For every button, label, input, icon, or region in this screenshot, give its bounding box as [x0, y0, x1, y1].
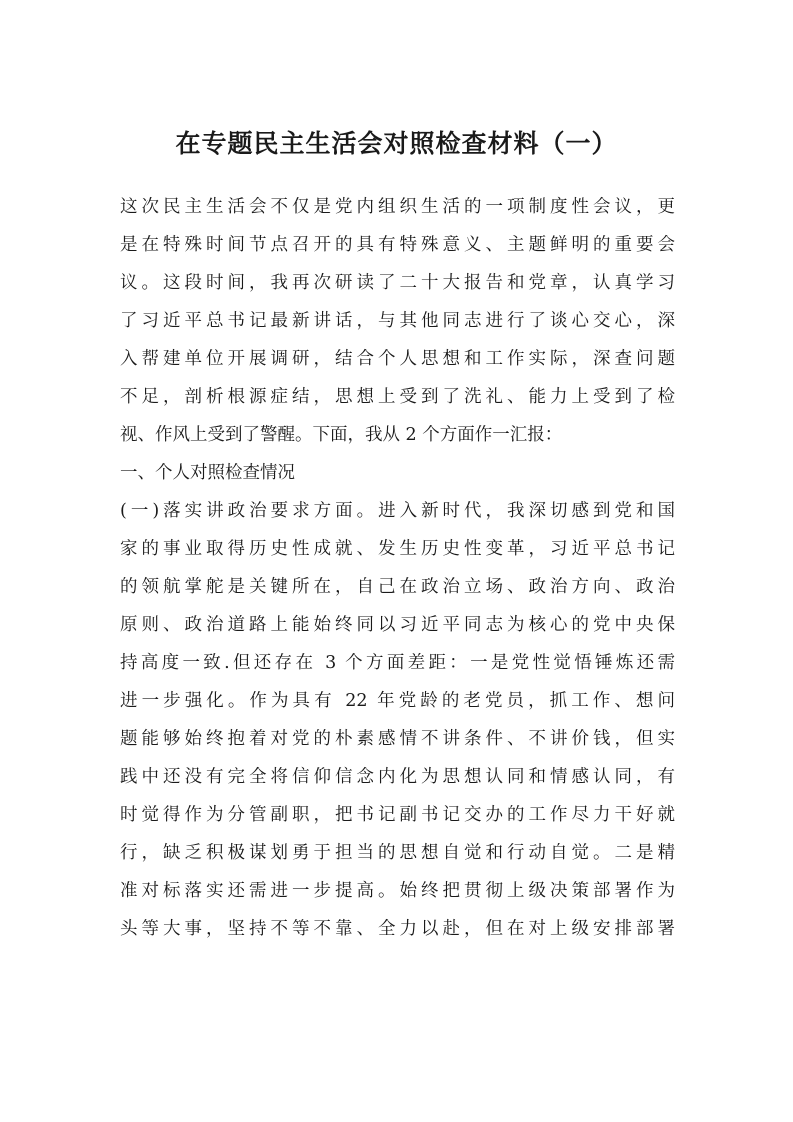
intro-line: 是在特殊时间节点召开的具有特殊意义、主题鲜明的重要会	[120, 235, 675, 255]
section-line: 题能够始终抱着对党的朴素感情不讲条件、不讲价钱，但实	[120, 729, 675, 749]
document-title: 在专题民主生活会对照检查材料（一）	[175, 129, 618, 158]
intro-line: 入帮建单位开展调研，结合个人思想和工作实际，深查问题	[120, 349, 675, 369]
section-line: 家的事业取得历史性成就、发生历史性变革，习近平总书记	[120, 539, 675, 559]
intro-line: 不足，剖析根源症结，思想上受到了洗礼、能力上受到了检	[120, 387, 675, 407]
intro-line: 了习近平总书记最新讲话，与其他同志进行了谈心交心，深	[120, 311, 675, 331]
section-line: 践中还没有完全将信仰信念内化为思想认同和情感认同，有	[120, 767, 675, 787]
section-line: 原则、政治道路上能始终同以习近平同志为核心的党中央保	[120, 615, 675, 635]
section-line: 进一步强化。作为具有 22 年党龄的老党员，抓工作、想问	[120, 691, 675, 711]
section-line: (一)落实讲政治要求方面。进入新时代，我深切感到党和国	[120, 501, 675, 521]
section-line: 时觉得作为分管副职，把书记副书记交办的工作尽力干好就	[120, 805, 675, 825]
intro-line: 视、作风上受到了警醒。下面，我从 2 个方面作一汇报：	[120, 425, 563, 445]
section-line: 持高度一致.但还存在 3 个方面差距：一是党性觉悟锤炼还需	[120, 653, 675, 673]
section-line: 的领航掌舵是关键所在，自己在政治立场、政治方向、政治	[120, 577, 675, 597]
intro-line: 这次民主生活会不仅是党内组织生活的一项制度性会议，更	[120, 197, 675, 217]
intro-line: 议。这段时间，我再次研读了二十大报告和党章，认真学习	[120, 273, 675, 293]
section-line: 准对标落实还需进一步提高。始终把贯彻上级决策部署作为	[120, 881, 675, 901]
section-line: 行，缺乏积极谋划勇于担当的思想自觉和行动自觉。二是精	[120, 843, 675, 863]
document-body	[120, 188, 675, 948]
section-line: 头等大事，坚持不等不靠、全力以赴，但在对上级安排部署	[120, 919, 675, 939]
section-heading: 一、个人对照检查情况	[120, 463, 295, 483]
